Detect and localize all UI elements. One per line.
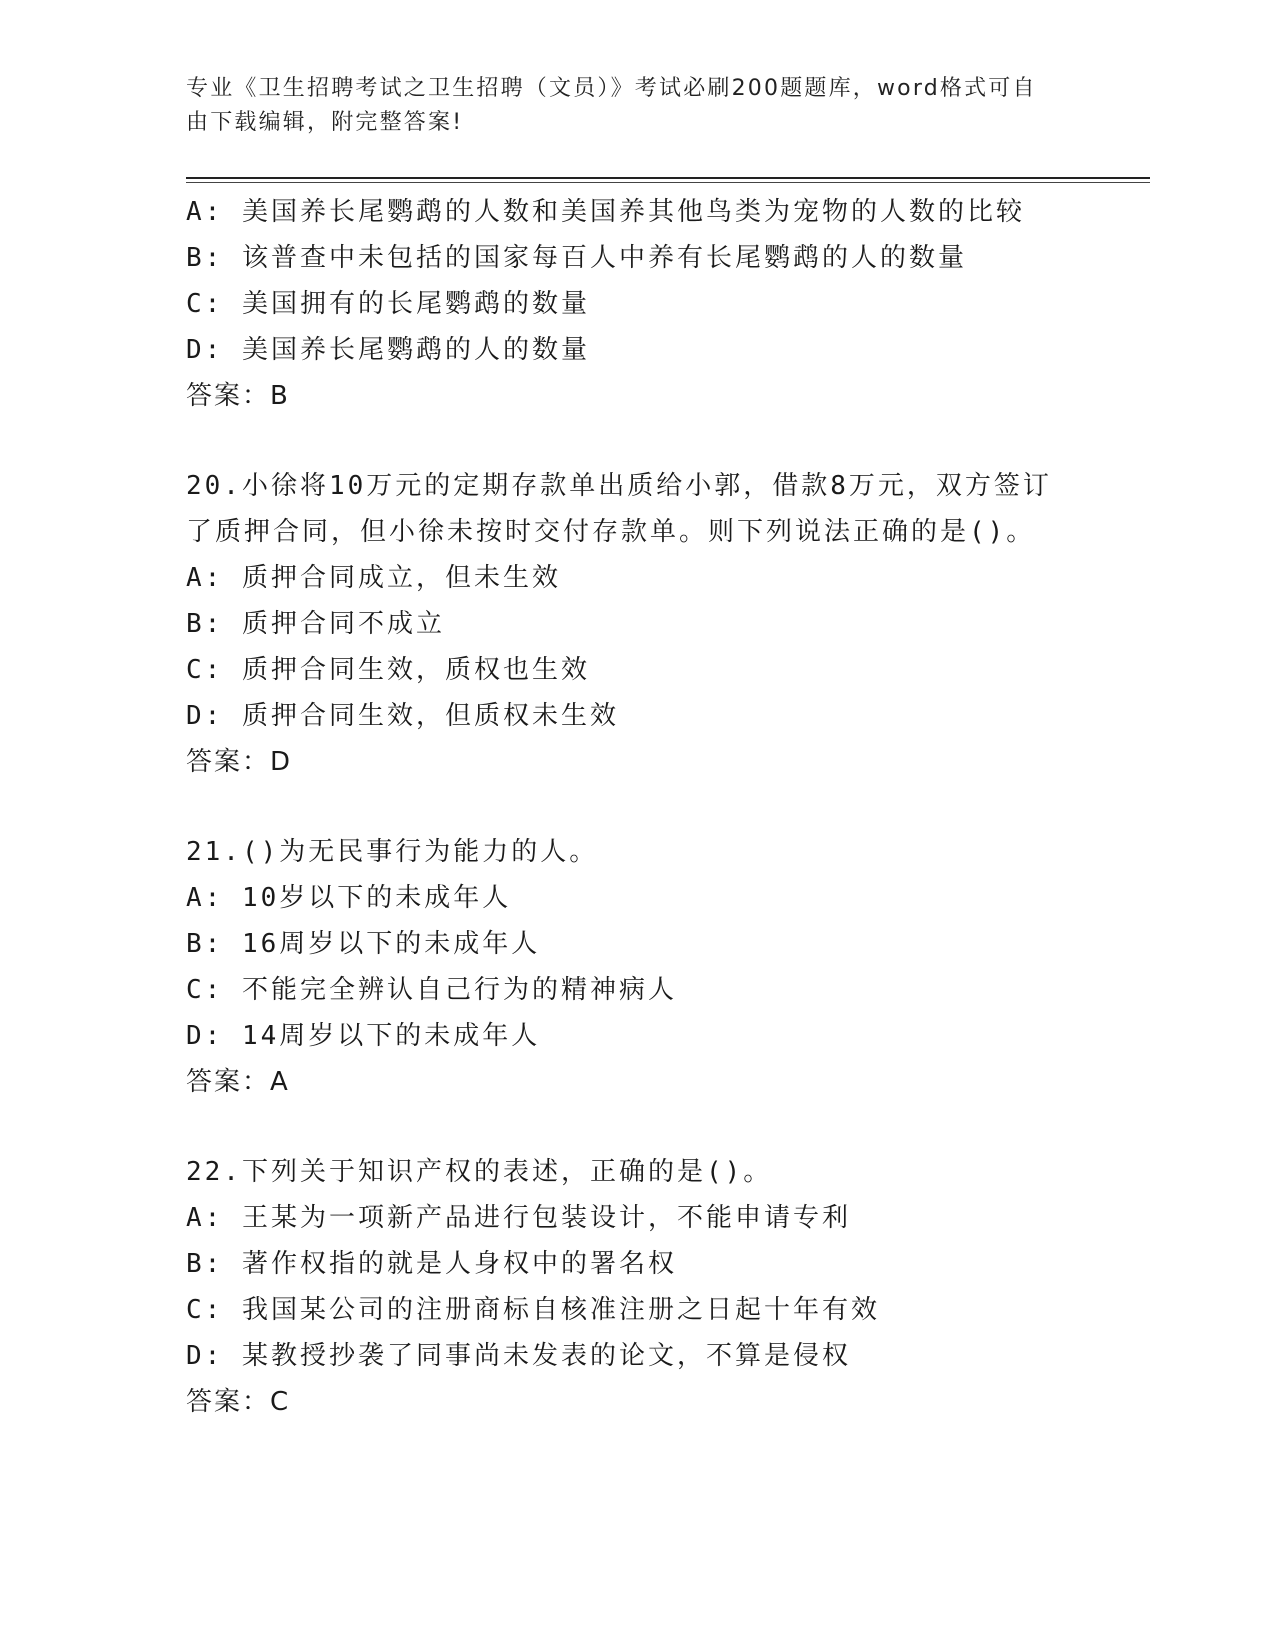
option-b: B: 质押合同不成立 [186,609,445,639]
answer-line: 答案：B [186,381,290,411]
header-line-2: 由下载编辑，附完整答案! [186,110,464,135]
option-a: A: 美国养长尾鹦鹉的人数和美国养其他鸟类为宠物的人数的比较 [186,197,1025,227]
header-divider-thick [186,177,1150,179]
option-c: C: 不能完全辨认自己行为的精神病人 [186,975,677,1005]
option-a: A: 10岁以下的未成年人 [186,883,512,913]
option-d: D: 14周岁以下的未成年人 [186,1021,541,1051]
question-stem: 22.下列关于知识产权的表述，正确的是()。 [186,1157,773,1187]
option-d: D: 美国养长尾鹦鹉的人的数量 [186,335,590,365]
question-block [186,829,1150,1105]
option-a: A: 质押合同成立，但未生效 [186,563,561,593]
question-block [186,463,1150,785]
option-a: A: 王某为一项新产品进行包装设计，不能申请专利 [186,1203,851,1233]
option-c: C: 我国某公司的注册商标自核准注册之日起十年有效 [186,1295,880,1325]
answer-line: 答案：D [186,747,293,777]
answer-line: 答案：C [186,1387,291,1417]
answer-line: 答案：A [186,1067,290,1097]
header-line-1: 专业《卫生招聘考试之卫生招聘（文员）》考试必刷200题题库，word格式可自 [186,76,1037,101]
option-b: B: 著作权指的就是人身权中的署名权 [186,1249,677,1279]
question-list [186,189,1150,1425]
question-stem: 21.()为无民事行为能力的人。 [186,837,599,867]
document-header [186,72,1076,140]
option-b: B: 该普查中未包括的国家每百人中养有长尾鹦鹉的人的数量 [186,243,967,273]
header-divider-thin [186,182,1150,183]
option-c: C: 质押合同生效，质权也生效 [186,655,590,685]
option-b: B: 16周岁以下的未成年人 [186,929,541,959]
question-block [186,1149,1150,1425]
option-c: C: 美国拥有的长尾鹦鹉的数量 [186,289,590,319]
option-d: D: 质押合同生效，但质权未生效 [186,701,619,731]
question-stem: 了质押合同，但小徐未按时交付存款单。则下列说法正确的是()。 [186,517,1036,547]
question-block [186,189,1150,419]
option-d: D: 某教授抄袭了同事尚未发表的论文，不算是侵权 [186,1341,851,1371]
question-stem: 20.小徐将10万元的定期存款单出质给小郭，借款8万元，双方签订 [186,471,1052,501]
